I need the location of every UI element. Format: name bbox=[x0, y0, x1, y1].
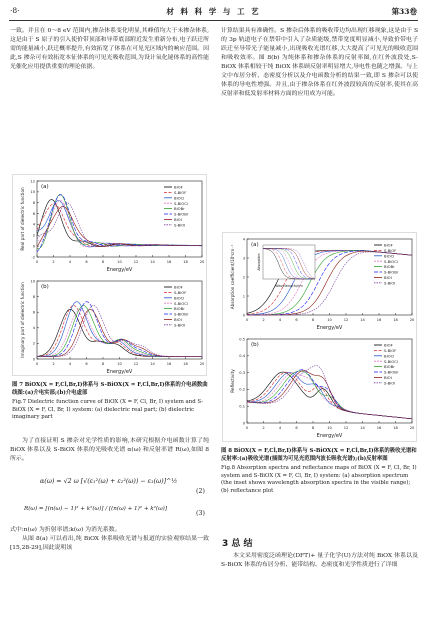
y-tick-label: 0.5 bbox=[239, 337, 245, 342]
legend-label: S-BiOCl bbox=[384, 258, 398, 264]
conclusion-paragraph: 本文采用密度泛函理论(DFT)+ 量子化学(U)方法对纯 BiOX 体系以及 S-BiOX 体系的布居分析、能带结构、态密度和光学性质进行了详细 bbox=[221, 553, 418, 568]
inset-frame bbox=[263, 245, 315, 279]
x-tick-label: 20 bbox=[199, 362, 205, 366]
left-bottom-text-2 bbox=[10, 526, 209, 553]
y-tick-label: 6 bbox=[32, 211, 35, 216]
legend-label: BiOF bbox=[174, 284, 183, 290]
x-tick-label: 2 bbox=[52, 260, 55, 264]
y-tick-label: 8 bbox=[32, 201, 35, 206]
x-tick-label: 6 bbox=[295, 318, 298, 322]
legend-label: BiOCl bbox=[384, 353, 395, 359]
y-tick-label: 1 bbox=[242, 294, 245, 299]
right-paragraph: 计算结果具有准确性。S 掺杂后体系的吸收带边均出现红移现象,这是由于 S 的 3p 轨道电子在禁带中引入了杂质能级,禁带宽度明显减小,导致价带电子跃迁至导带光子能量减小,出现吸收光谱红移,大大提高了可见光的吸收范围和吸收效率。图 8(b) 为纯体系和掺杂体系的反射率图,在红外波段处,S-BiOX 体系相较于纯 BiOX 体系顾反射率明显增大,导电性也随之增强。与上文中布居分析、态密度分析以及介电函数分析的结果一致,即 S 掺杂可以使体系的导电性增强。并且,由于掺杂体系在红外波段较高的反射率,使其在高反射率和低发射率材料方面的应用成为可能。 bbox=[221, 28, 418, 97]
legend-label: S-BiOI bbox=[384, 280, 396, 286]
figure-7-cn-label: 图 7 bbox=[12, 382, 24, 388]
x-tick-label: 18 bbox=[183, 362, 188, 366]
y-tick-label: 6 bbox=[32, 310, 35, 315]
x-tick-label: 16 bbox=[376, 426, 382, 430]
spectra-intro-paragraph: 为了直接证明 S 掺杂对光学性质的影响,本研究根据介电函数计算了纯 BiOX 体系以及 S-BiOX 体系的光吸收光谱 α(ω) 和反射率谱 R(ω),如图 8 所示。 bbox=[10, 438, 209, 462]
y-tick-label: 4 bbox=[32, 222, 35, 227]
y-tick-label: 10 bbox=[30, 190, 35, 195]
x-tick-label: 20 bbox=[409, 318, 415, 322]
figure-8-cn-label: 图 8 bbox=[221, 448, 233, 454]
x-tick-label: 2 bbox=[262, 318, 265, 322]
figure-8 bbox=[222, 232, 417, 442]
legend-label: S-BiOBr bbox=[384, 269, 399, 275]
legend-label: BiOF bbox=[384, 342, 393, 348]
x-tick-label: 10 bbox=[327, 426, 332, 430]
x-tick-label: 14 bbox=[150, 362, 155, 366]
y-tick-label: 2 bbox=[32, 233, 35, 238]
equation-2: α(ω) = √2 ω [√(ε₁²(ω) + ε₂²(ω)) − ε₁(ω)]^½ bbox=[40, 478, 178, 485]
absorption-paragraph: 从图 8(a) 可以看出,纯 BiOX 体系吸收光谱与报道的实验观察结果一致[15,28-29],因此说明该 bbox=[10, 536, 209, 551]
legend-label: S-BiOBr bbox=[174, 211, 189, 217]
x-tick-label: 8 bbox=[101, 362, 105, 366]
x-tick-label: 10 bbox=[117, 362, 122, 366]
x-tick-label: 10 bbox=[327, 318, 332, 322]
y-tick-label: 0 bbox=[32, 357, 35, 362]
y-tick-label: -2 bbox=[31, 255, 35, 260]
legend-label: S-BiOI bbox=[384, 380, 396, 386]
x-tick-label: 16 bbox=[166, 260, 172, 264]
x-tick-label: 2 bbox=[52, 362, 55, 366]
legend-label: S-BiOCl bbox=[384, 358, 398, 364]
equation-3: R(ω) = [(n(ω) − 1)² + k²(ω)] / [(n(ω) + 1)² + k²(ω)] bbox=[24, 506, 168, 512]
figure-7-en-caption: Dielectric function curve of BiOX (X = F, Cl, Br, I) system and S-BiOX (X = F, Cl, Br, I) system: (a) dielectric real part; (b) dielectric imaginary part bbox=[12, 399, 204, 420]
journal-title: 材 料 科 学 与 工 艺 bbox=[166, 7, 261, 16]
figure-7-en-label: Fig.7 bbox=[12, 399, 27, 405]
x-tick-label: 20 bbox=[409, 426, 415, 430]
figure-8-caption bbox=[221, 448, 418, 495]
legend-label: BiOBr bbox=[174, 206, 185, 212]
x-tick-label: 18 bbox=[393, 318, 398, 322]
y-tick-label: 3 bbox=[242, 256, 245, 261]
figure-7 bbox=[12, 174, 207, 376]
left-bottom-text bbox=[10, 437, 209, 464]
right-column-text bbox=[221, 27, 418, 99]
figure-8-en-caption: Absorption spectra and reflectance maps of BiOX (X = F, Cl, Br, I) system and S-BiOX (X = F, Cl, Br, I) system: (a) absorption spectrum (the inset shows wavelength absorption spectra in the visible range); (b) reflectance plot bbox=[221, 465, 417, 494]
legend-label: S-BiOF bbox=[384, 248, 397, 253]
y-tick-label: 0.2 bbox=[239, 387, 245, 392]
figure-7-caption bbox=[12, 382, 208, 422]
y-tick-label: 0 bbox=[32, 244, 35, 249]
x-tick-label: 16 bbox=[166, 362, 172, 366]
legend-label: S-BiOCl bbox=[174, 300, 188, 306]
x-tick-label: 6 bbox=[295, 426, 298, 430]
section-heading: 3 总 结 bbox=[222, 539, 253, 549]
x-tick-label: 14 bbox=[150, 260, 155, 264]
x-tick-label: 4 bbox=[278, 318, 282, 322]
legend-label: BiOF bbox=[174, 184, 183, 190]
x-tick-label: 0 bbox=[35, 362, 39, 366]
legend-label: BiOI bbox=[384, 275, 392, 280]
figure-7b-chart bbox=[13, 275, 208, 377]
figure-7-cn-caption: BiOX(X = F,Cl,Br,I)体系与 S-BiOX(X = F,Cl,Br,I)体系的介电函数曲线图:(a)介电实部;(b)介电虚部 bbox=[12, 382, 208, 396]
y-tick-label: 4 bbox=[242, 237, 245, 242]
panel-tag: (b) bbox=[251, 342, 259, 348]
y-tick-label: 0.4 bbox=[239, 354, 245, 359]
y-tick-label: 8 bbox=[32, 294, 35, 299]
legend-label: S-BiOI bbox=[174, 322, 186, 328]
x-tick-label: 12 bbox=[133, 260, 139, 264]
legend-label: S-BiOF bbox=[174, 190, 187, 195]
y-tick-label: 0 bbox=[242, 421, 245, 426]
x-axis-label: Energy/eV bbox=[316, 325, 343, 331]
y-tick-label: 12 bbox=[30, 179, 35, 184]
y-tick-label: 2 bbox=[242, 275, 245, 280]
figure-8-en-label: Fig.8 bbox=[221, 465, 236, 471]
figure-7a-chart bbox=[13, 175, 208, 275]
volume-label: 第33卷 bbox=[391, 7, 417, 16]
x-axis-label: Energy/eV bbox=[106, 369, 133, 375]
x-tick-label: 6 bbox=[85, 260, 88, 264]
panel-tag: (b) bbox=[41, 284, 49, 290]
x-tick-label: 10 bbox=[117, 260, 122, 264]
y-axis-label: Absorption coefficient/10⁵cm⁻¹ bbox=[230, 244, 235, 310]
x-tick-label: 14 bbox=[360, 426, 365, 430]
x-tick-label: 16 bbox=[376, 318, 382, 322]
x-tick-label: 12 bbox=[343, 426, 349, 430]
legend-label: S-BiOF bbox=[384, 348, 397, 353]
panel-tag: (a) bbox=[41, 184, 49, 190]
legend-label: S-BiOI bbox=[174, 222, 186, 228]
y-axis-label: Imaginary part of dielectric function bbox=[20, 282, 25, 358]
x-tick-label: 20 bbox=[199, 260, 205, 264]
y-tick-label: 10 bbox=[30, 279, 35, 284]
x-tick-label: 12 bbox=[343, 318, 349, 322]
page-number: ·8· bbox=[10, 6, 20, 15]
x-tick-label: 8 bbox=[311, 318, 315, 322]
header-rule bbox=[9, 20, 418, 21]
x-tick-label: 2 bbox=[262, 426, 265, 430]
x-tick-label: 0 bbox=[35, 260, 39, 264]
section-text bbox=[221, 552, 418, 570]
inset-x-label: Wavelength/nm bbox=[275, 284, 303, 288]
legend-label: BiOI bbox=[384, 375, 392, 380]
y-tick-label: 0 bbox=[242, 313, 245, 318]
x-tick-label: 4 bbox=[68, 362, 72, 366]
legend-label: BiOBr bbox=[384, 364, 395, 370]
legend-label: S-BiOF bbox=[174, 290, 187, 295]
legend-label: BiOI bbox=[174, 217, 182, 222]
legend-label: S-BiOCl bbox=[174, 200, 188, 206]
panel-tag: (a) bbox=[251, 242, 259, 248]
legend-label: S-BiOBr bbox=[384, 369, 399, 375]
y-tick-label: 4 bbox=[32, 326, 35, 331]
legend-label: BiOF bbox=[384, 242, 393, 248]
inset-y-label: Absorption bbox=[257, 253, 261, 271]
x-axis-label: Energy/eV bbox=[316, 433, 343, 439]
running-header bbox=[0, 6, 427, 20]
y-axis-label: Reflectivity bbox=[230, 369, 235, 393]
figure-8-cn-caption: BiOX(X = F,Cl,Br,I)体系与 S-BiOX(X = F,Cl,Br,I)体系的吸收光谱和反射率:(a)吸收光谱(插图为可见光范围内波长吸收光谱);(b)反射率图 bbox=[221, 448, 417, 462]
x-tick-label: 14 bbox=[360, 318, 365, 322]
x-tick-label: 18 bbox=[183, 260, 188, 264]
legend-label: S-BiOBr bbox=[174, 311, 189, 317]
x-tick-label: 0 bbox=[245, 426, 249, 430]
legend-label: BiOCl bbox=[384, 253, 395, 259]
legend-label: BiOCl bbox=[174, 295, 185, 301]
intro-paragraph: 一致。并且在 0～8 eV 范围内,掺杂体系变化明显,其峰值均大于未掺杂体系,这是由于 S 原子的引入使价带顶部和导带底部附近发生重新分布,电子跃迁所需的能量减小,跃迁概率提升,有效拓宽了体系在可见光区域内的响应范围。因此,S 掺杂可有效拓宽本征体系的可见光吸收范围,为设计氧化铋体系的高性能光催化应用提供重要的理论依据。 bbox=[10, 28, 209, 70]
x-tick-label: 6 bbox=[85, 362, 88, 366]
x-axis-label: Energy/eV bbox=[106, 267, 133, 273]
legend-label: BiOCl bbox=[174, 195, 185, 201]
equation-note: 式中:n(ω) 为折射率谱;k(ω) 为消光系数。 bbox=[10, 527, 121, 533]
y-tick-label: 0.1 bbox=[239, 404, 245, 409]
legend-label: BiOI bbox=[174, 317, 182, 322]
x-tick-label: 4 bbox=[68, 260, 72, 264]
legend-label: BiOBr bbox=[384, 264, 395, 270]
y-tick-label: 2 bbox=[32, 341, 35, 346]
x-tick-label: 18 bbox=[393, 426, 398, 430]
figure-8a-chart bbox=[223, 233, 418, 333]
x-tick-label: 4 bbox=[278, 426, 282, 430]
left-column-text bbox=[10, 27, 209, 72]
legend-label: BiOBr bbox=[174, 306, 185, 312]
figure-8b-chart bbox=[223, 333, 418, 443]
x-tick-label: 0 bbox=[245, 318, 249, 322]
x-tick-label: 8 bbox=[311, 426, 315, 430]
x-tick-label: 12 bbox=[133, 362, 139, 366]
x-tick-label: 8 bbox=[101, 260, 105, 264]
equation-2-number: (2) bbox=[196, 488, 205, 495]
equation-3-number: (3) bbox=[196, 510, 205, 517]
y-tick-label: 0.3 bbox=[239, 370, 245, 375]
y-axis-label: Real part of dielectric function bbox=[20, 187, 25, 251]
